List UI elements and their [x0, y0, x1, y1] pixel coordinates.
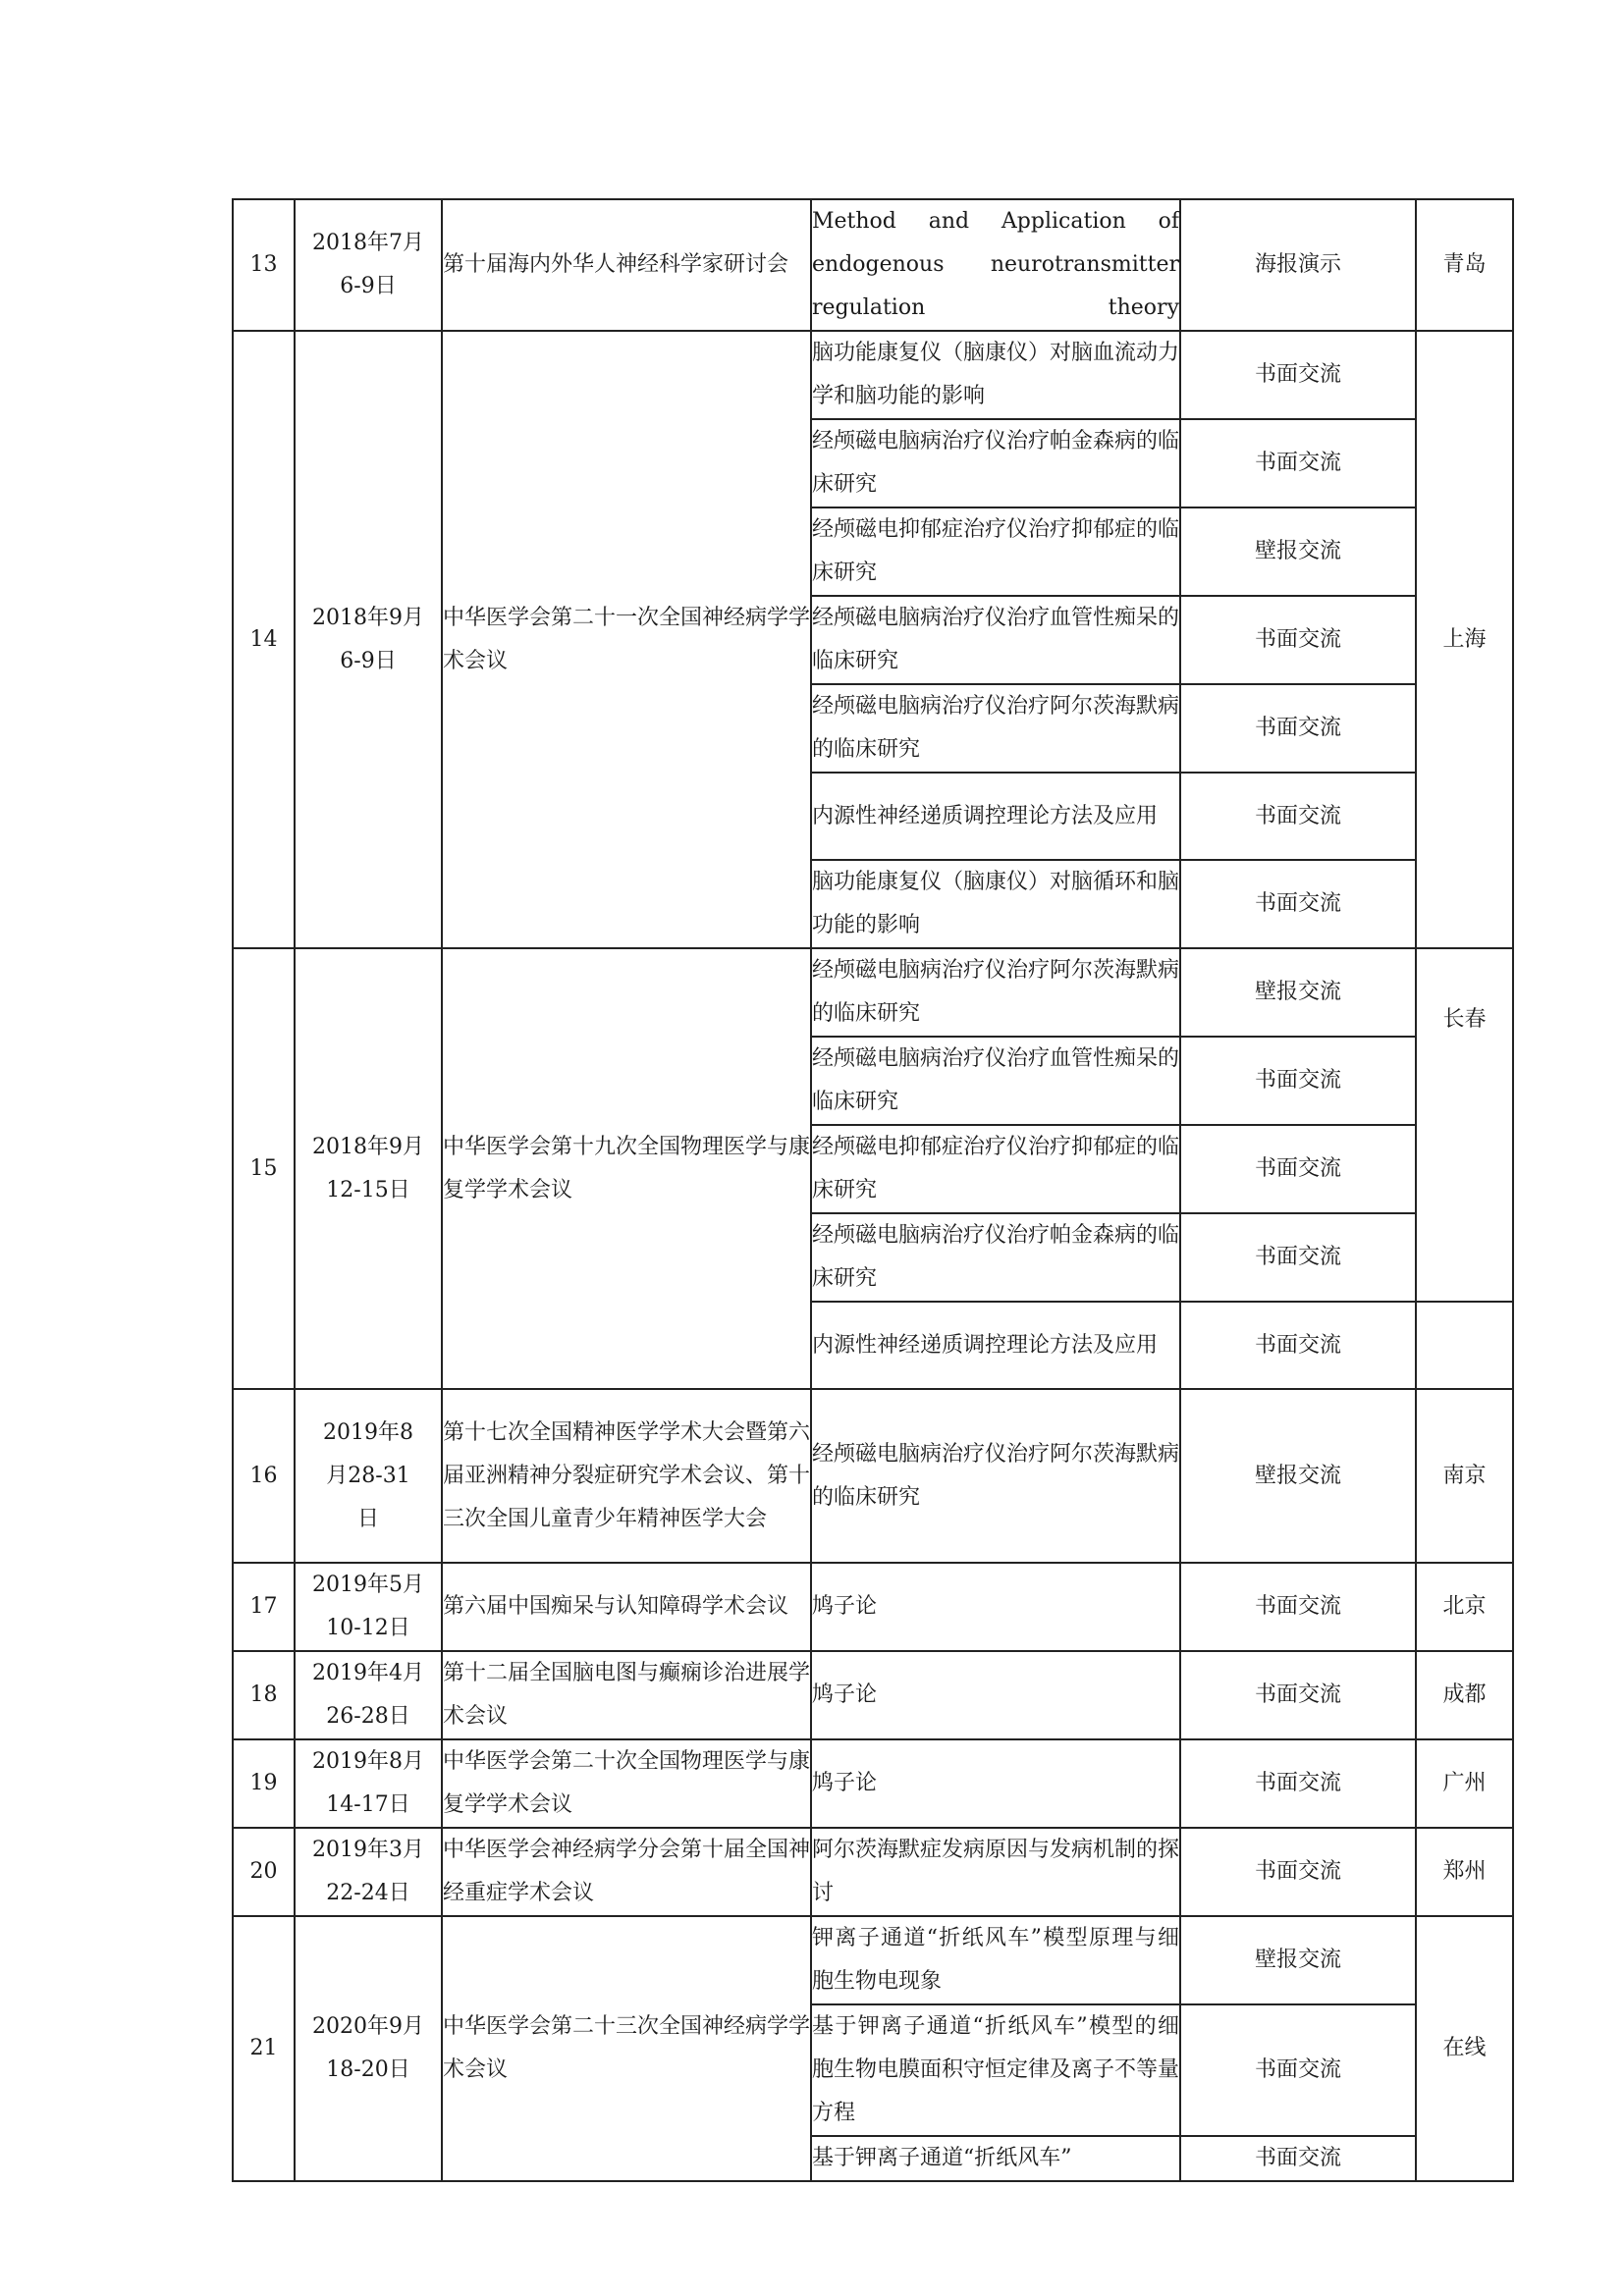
presentation-type	[1180, 1389, 1416, 1563]
conference-city	[1416, 1389, 1513, 1563]
presentation-type-text: 书面交流	[1254, 1332, 1341, 1358]
conference-name	[442, 199, 811, 331]
paper-title-text: 鸠子论	[812, 1771, 878, 1795]
presentation-type	[1180, 507, 1416, 596]
conference-name	[442, 948, 811, 1389]
conference-city-text: 在线	[1442, 2036, 1487, 2060]
conference-name-text: 第十二届全国脑电图与癫痫诊治进展学术会议	[443, 1661, 811, 1729]
paper-title	[811, 860, 1180, 948]
presentation-type-text: 书面交流	[1254, 451, 1341, 475]
presentation-type-text: 书面交流	[1254, 1859, 1341, 1884]
conference-table	[232, 198, 1514, 2182]
conference-name	[442, 1916, 811, 2181]
conference-name-text: 中华医学会第二十三次全国神经病学学术会议	[443, 2014, 811, 2082]
paper-title-text: 经颅磁电脑病治疗仪治疗阿尔茨海默病的临床研究	[812, 1441, 1180, 1510]
conference-date-text: 2018年7月6-9日	[311, 231, 424, 298]
conference-date	[295, 948, 442, 1389]
presentation-type-text: 书面交流	[1254, 803, 1341, 828]
presentation-type	[1180, 860, 1416, 948]
conference-name-text: 第六届中国痴呆与认知障碍学术会议	[443, 1594, 789, 1619]
presentation-type	[1180, 596, 1416, 684]
table-row	[233, 1916, 1513, 2004]
paper-title-text: Method and Application of endogenous neurotransmitter regulation theory	[812, 209, 1179, 320]
conference-name-text: 中华医学会第二十次全国物理医学与康复学学术会议	[443, 1749, 811, 1817]
conference-name-text: 第十七次全国精神医学学术大会暨第六届亚洲精神分裂症研究学术会议、第十三次全国儿童青少年精神医学大会	[443, 1419, 811, 1531]
presentation-type-text: 书面交流	[1254, 1068, 1341, 1093]
presentation-type-text: 壁报交流	[1254, 980, 1341, 1004]
conference-date	[295, 1916, 442, 2181]
table-row	[233, 1563, 1513, 1651]
conference-date-text: 2018年9月6-9日	[311, 605, 424, 673]
paper-title	[811, 1302, 1180, 1389]
conference-date	[295, 1563, 442, 1651]
paper-title	[811, 1828, 1180, 1916]
row-number-text: 18	[249, 1682, 278, 1707]
conference-name	[442, 331, 811, 948]
paper-title	[811, 199, 1180, 331]
presentation-type	[1180, 1828, 1416, 1916]
conference-date-text: 2019年3月22-24日	[312, 1838, 424, 1905]
conference-city-empty	[1416, 1302, 1513, 1389]
row-number	[233, 199, 295, 331]
conference-date-text: 2019年8月28-31日	[322, 1419, 413, 1531]
conference-date-text: 2020年9月18-20日	[312, 2014, 424, 2082]
conference-city	[1416, 1828, 1513, 1916]
row-number-text: 15	[249, 1155, 278, 1181]
row-number	[233, 1739, 295, 1828]
conference-name	[442, 1828, 811, 1916]
presentation-type	[1180, 1563, 1416, 1651]
presentation-type	[1180, 773, 1416, 860]
conference-name	[442, 1651, 811, 1739]
conference-date	[295, 331, 442, 948]
conference-name-text: 中华医学会第十九次全国物理医学与康复学学术会议	[443, 1134, 811, 1202]
paper-title	[811, 948, 1180, 1037]
conference-city-text: 长春	[1442, 1007, 1487, 1032]
conference-city-text: 北京	[1442, 1594, 1487, 1619]
presentation-type-text: 书面交流	[1254, 362, 1341, 387]
row-number-text: 19	[249, 1771, 278, 1795]
paper-title-text: 经颅磁电脑病治疗仪治疗阿尔茨海默病的临床研究	[812, 694, 1180, 762]
conference-name	[442, 1389, 811, 1563]
conference-date	[295, 1651, 442, 1739]
paper-title	[811, 596, 1180, 684]
conference-city	[1416, 1916, 1513, 2181]
paper-title-text: 脑功能康复仪（脑康仪）对脑循环和脑功能的影响	[812, 870, 1180, 937]
presentation-type	[1180, 419, 1416, 507]
presentation-type	[1180, 331, 1416, 419]
paper-title	[811, 1125, 1180, 1213]
presentation-type-text: 书面交流	[1254, 627, 1341, 652]
paper-title	[811, 2004, 1180, 2136]
paper-title	[811, 507, 1180, 596]
conference-name	[442, 1563, 811, 1651]
presentation-type-text: 书面交流	[1254, 2057, 1341, 2082]
presentation-type	[1180, 2004, 1416, 2136]
presentation-type-text: 书面交流	[1254, 2146, 1341, 2170]
paper-title-text: 经颅磁电抑郁症治疗仪治疗抑郁症的临床研究	[812, 517, 1180, 585]
table-row	[233, 948, 1513, 1037]
conference-date-text: 2019年4月26-28日	[312, 1661, 424, 1729]
presentation-type	[1180, 1302, 1416, 1389]
presentation-type-text: 书面交流	[1254, 716, 1341, 740]
conference-city	[1416, 331, 1513, 948]
paper-title	[811, 2136, 1180, 2181]
table-row	[233, 1651, 1513, 1739]
row-number-text: 16	[249, 1463, 278, 1488]
paper-title	[811, 684, 1180, 773]
paper-title-text: 阿尔茨海默症发病原因与发病机制的探讨	[812, 1838, 1180, 1905]
row-number-text: 14	[249, 626, 278, 652]
paper-title-text: 经颅磁电脑病治疗仪治疗帕金森病的临床研究	[812, 429, 1180, 497]
row-number	[233, 331, 295, 948]
presentation-type	[1180, 948, 1416, 1037]
paper-title-text: 基于钾离子通道“折纸风车”模型的细胞生物电膜面积守恒定律及离子不等量方程	[812, 2014, 1180, 2125]
presentation-type-text: 书面交流	[1254, 1156, 1341, 1181]
paper-title	[811, 419, 1180, 507]
table-row	[233, 331, 1513, 419]
conference-city	[1416, 1651, 1513, 1739]
paper-title-text: 经颅磁电脑病治疗仪治疗血管性痴呆的临床研究	[812, 1046, 1180, 1114]
paper-title	[811, 1037, 1180, 1125]
paper-title-text: 经颅磁电脑病治疗仪治疗帕金森病的临床研究	[812, 1223, 1180, 1291]
presentation-type-text: 书面交流	[1254, 891, 1341, 916]
conference-city-text: 郑州	[1442, 1859, 1487, 1884]
conference-name	[442, 1739, 811, 1828]
row-number	[233, 1828, 295, 1916]
row-number	[233, 1563, 295, 1651]
presentation-type	[1180, 1037, 1416, 1125]
paper-title	[811, 773, 1180, 860]
conference-city-text: 上海	[1442, 626, 1487, 652]
paper-title-text: 鸠子论	[812, 1594, 878, 1619]
table-row	[233, 1739, 1513, 1828]
table-row	[233, 1828, 1513, 1916]
presentation-type	[1180, 1125, 1416, 1213]
presentation-type	[1180, 1916, 1416, 2004]
paper-title-text: 内源性神经递质调控理论方法及应用	[812, 803, 1159, 828]
conference-name-text: 第十届海内外华人神经科学家研讨会	[443, 252, 789, 277]
conference-date	[295, 1828, 442, 1916]
row-number	[233, 1389, 295, 1563]
conference-date	[295, 1739, 442, 1828]
conference-city	[1416, 199, 1513, 331]
paper-title-text: 钾离子通道“折纸风车”模型原理与细胞生物电现象	[812, 1926, 1179, 1994]
paper-title-text: 基于钾离子通道“折纸风车”	[812, 2146, 1072, 2170]
presentation-type-text: 壁报交流	[1254, 1948, 1341, 1972]
presentation-type-text: 书面交流	[1254, 1682, 1341, 1707]
paper-title	[811, 1389, 1180, 1563]
presentation-type	[1180, 1739, 1416, 1828]
paper-title-text: 脑功能康复仪（脑康仪）对脑血流动力学和脑功能的影响	[812, 341, 1180, 408]
presentation-type	[1180, 1213, 1416, 1302]
presentation-type-text: 书面交流	[1254, 1245, 1341, 1269]
paper-title	[811, 331, 1180, 419]
table-row	[233, 199, 1513, 331]
paper-title	[811, 1916, 1180, 2004]
row-number	[233, 1651, 295, 1739]
paper-title	[811, 1651, 1180, 1739]
presentation-type-text: 书面交流	[1254, 1594, 1341, 1619]
conference-table-body	[233, 199, 1513, 2181]
table-row	[233, 1389, 1513, 1563]
presentation-type	[1180, 2136, 1416, 2181]
paper-title-text: 内源性神经递质调控理论方法及应用	[812, 1332, 1159, 1358]
presentation-type-text: 壁报交流	[1254, 1463, 1341, 1488]
paper-title-text: 经颅磁电抑郁症治疗仪治疗抑郁症的临床研究	[812, 1135, 1180, 1202]
paper-title-text: 经颅磁电脑病治疗仪治疗阿尔茨海默病的临床研究	[812, 958, 1180, 1026]
paper-title-text: 鸠子论	[812, 1682, 878, 1707]
presentation-type	[1180, 684, 1416, 773]
presentation-type	[1180, 199, 1416, 331]
conference-city-text: 青岛	[1442, 252, 1487, 277]
conference-city-text: 南京	[1442, 1463, 1487, 1488]
presentation-type-text: 海报演示	[1254, 252, 1341, 277]
conference-date-text: 2019年8月14-17日	[312, 1749, 424, 1817]
conference-date	[295, 199, 442, 331]
conference-city	[1416, 1739, 1513, 1828]
presentation-type	[1180, 1651, 1416, 1739]
conference-date-text: 2019年5月10-12日	[312, 1573, 424, 1640]
paper-title-text: 经颅磁电脑病治疗仪治疗血管性痴呆的临床研究	[812, 606, 1180, 673]
row-number-text: 20	[249, 1859, 278, 1884]
paper-title	[811, 1213, 1180, 1302]
row-number-text: 13	[249, 252, 278, 277]
conference-city	[1416, 1563, 1513, 1651]
conference-city	[1416, 948, 1513, 1302]
presentation-type-text: 书面交流	[1254, 1771, 1341, 1795]
row-number-text: 17	[249, 1594, 278, 1619]
conference-city-text: 广州	[1442, 1771, 1487, 1795]
conference-city-text: 成都	[1442, 1682, 1487, 1707]
row-number	[233, 1916, 295, 2181]
conference-date	[295, 1389, 442, 1563]
row-number-text: 21	[249, 2036, 278, 2060]
conference-date-text: 2018年9月12-15日	[312, 1134, 424, 1202]
row-number	[233, 948, 295, 1389]
conference-name-text: 中华医学会神经病学分会第十届全国神经重症学术会议	[443, 1838, 811, 1905]
paper-title	[811, 1563, 1180, 1651]
paper-title	[811, 1739, 1180, 1828]
conference-name-text: 中华医学会第二十一次全国神经病学学术会议	[443, 605, 811, 673]
presentation-type-text: 壁报交流	[1254, 539, 1341, 563]
